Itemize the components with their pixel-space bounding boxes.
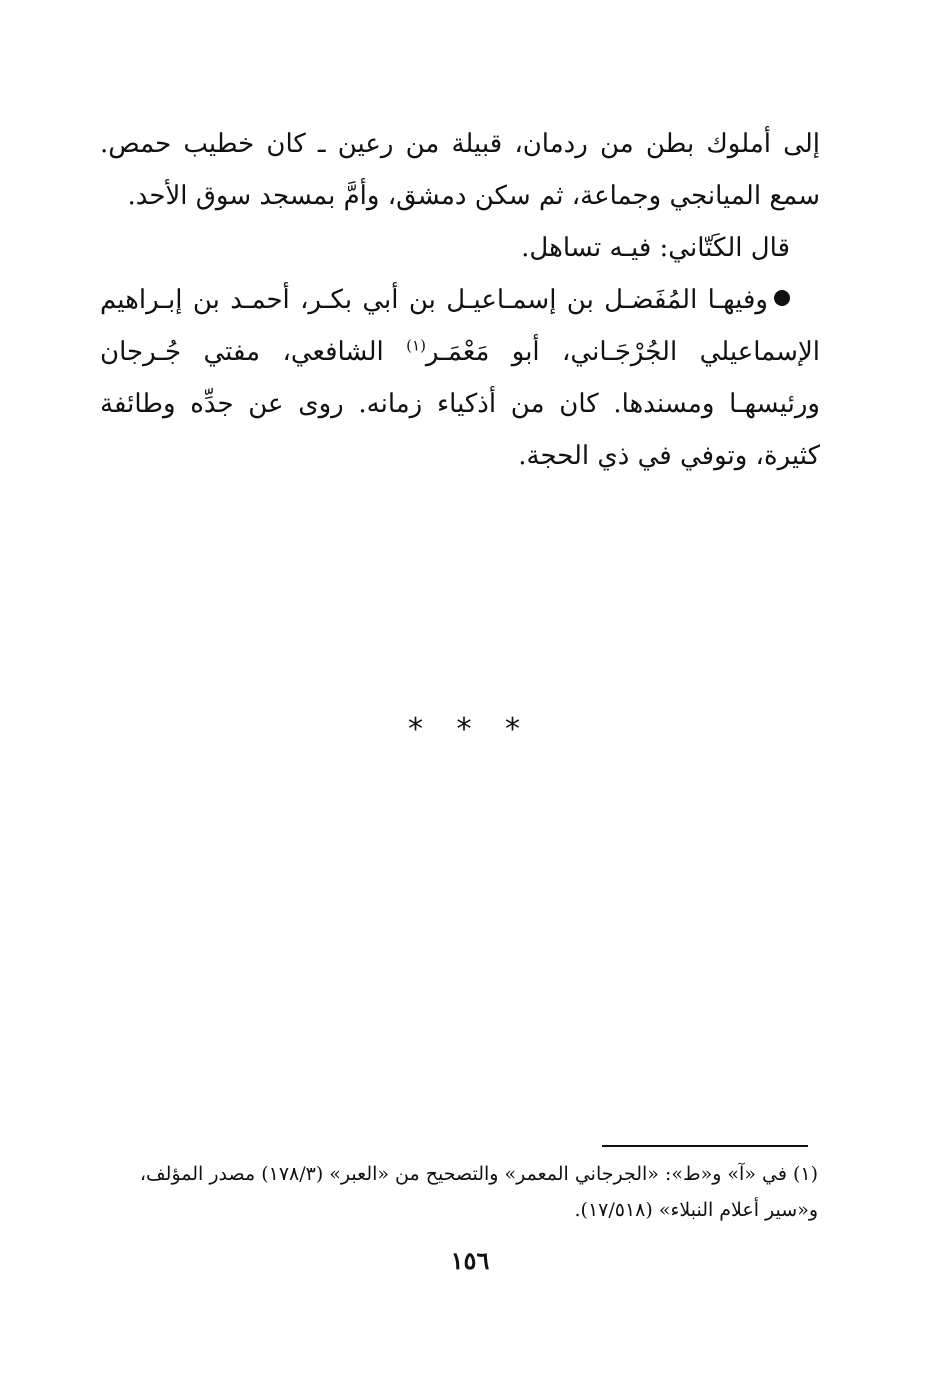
paragraph-1-text: إلى أملوك بطن من ردمان، قبيلة من رعين ـ كان خطيب حمص. سمع الميانجي وجماعة، ثم سكن دمشق، وأمَّ بمسجد سوق الأحد. xyxy=(100,129,820,211)
paragraph-3-text-part-2: الشافعي، مفتي جُـرجان ورئيسهـا ومسندها. كان من أذكياء زمانه. روى عن جدِّه وطائفة كثيرة، وتوفي في ذي الحجة. xyxy=(100,337,820,471)
paragraph-2-text: قال الكَتّاني: فيـه تساهل. xyxy=(521,233,790,263)
paragraph-3-text-part-1: وفيهـا المُفَضـل بن إسمـاعيـل بن أبي بكـر، أحمـد بن إبـراهيم الإسماعيلي الجُرْجَـاني، أبو مَعْمَـر xyxy=(100,285,821,367)
bullet-icon xyxy=(774,290,790,306)
footnote-divider xyxy=(602,1145,808,1147)
footnote-text: (١) في «آ» و«ط»: «الجرجاني المعمر» والتصحيح من «العبر» (١٧٨/٣) مصدر المؤلف، و«سير أعلام النبلاء» (١٧/٥١٨). xyxy=(139,1163,818,1221)
paragraph-kattani-quote xyxy=(100,222,820,274)
footnote xyxy=(96,1156,818,1228)
section-separator: * * * xyxy=(407,712,533,747)
footnote-reference: (١) xyxy=(406,336,426,355)
paragraph-biography-khatib-hims xyxy=(100,118,820,222)
page-number: ١٥٦ xyxy=(450,1246,490,1275)
paragraph-mufaddal-ismaili xyxy=(100,274,820,482)
